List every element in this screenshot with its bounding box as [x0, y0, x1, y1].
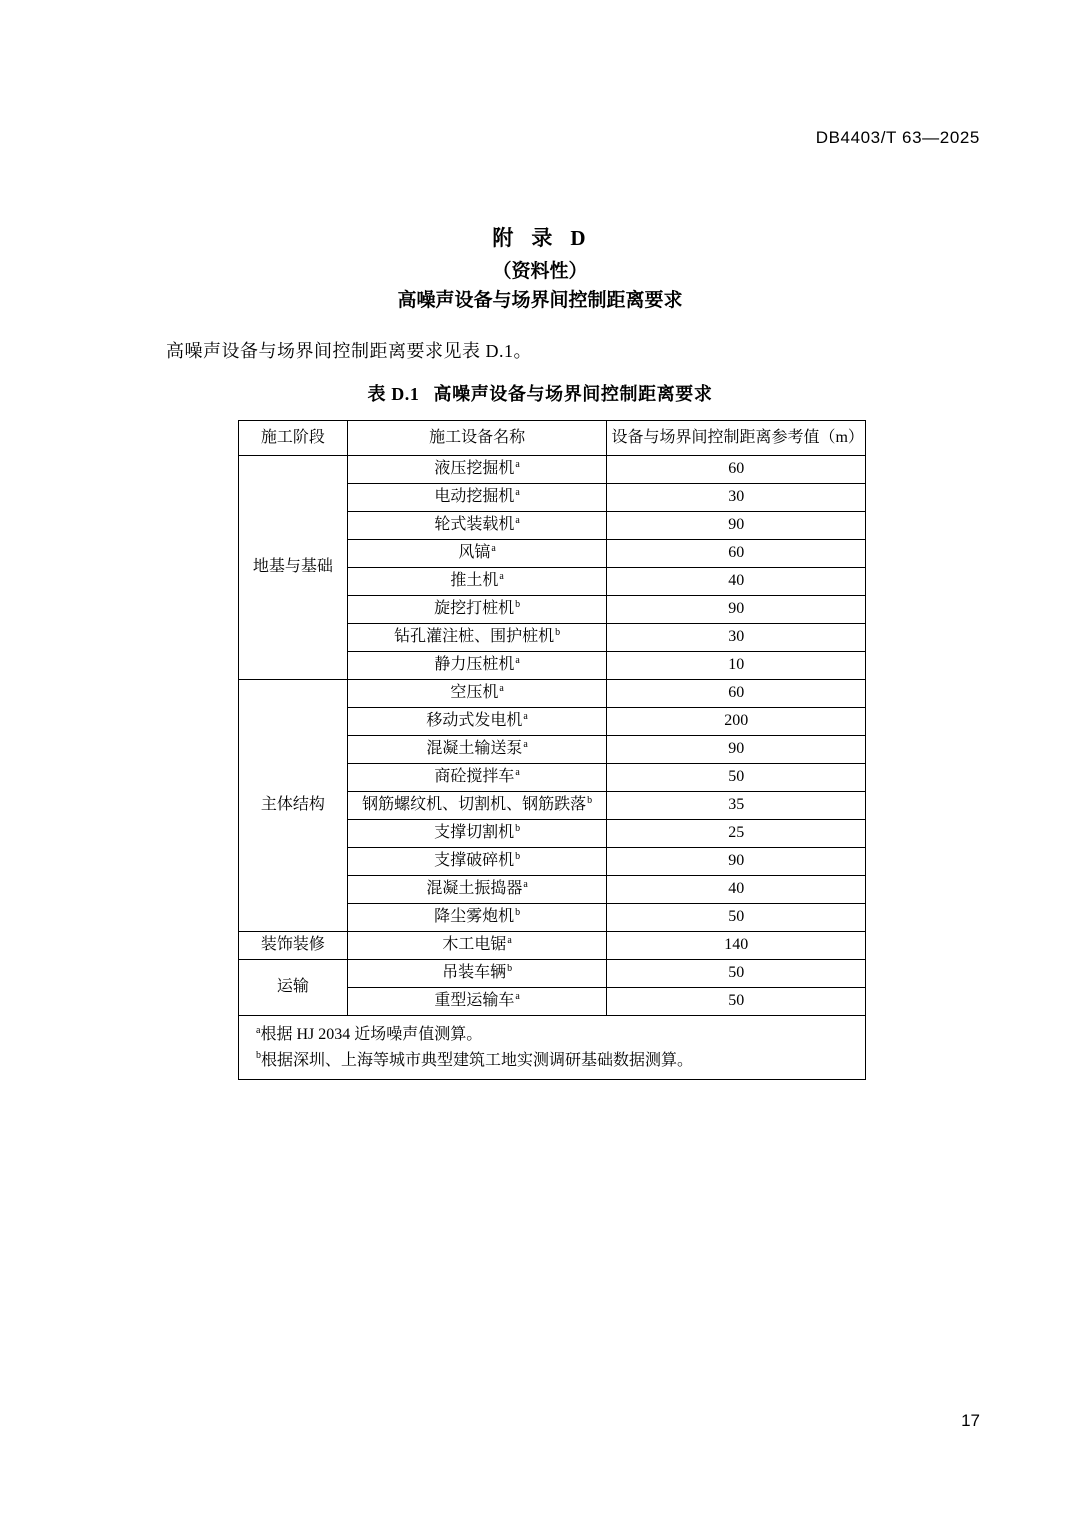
table-header-row [239, 421, 866, 456]
footnote-mark: a [523, 878, 528, 890]
page-header-standard-code: DB4403/T 63—2025 [815, 128, 980, 147]
equipment-label: 商砼搅拌车 [434, 768, 515, 786]
equipment-cell [347, 624, 607, 652]
equipment-label: 推土机 [450, 572, 499, 590]
header-equipment: 施工设备名称 [347, 421, 607, 456]
table-notes-row [239, 1016, 866, 1080]
equipment-cell [347, 904, 607, 932]
stage-cell: 主体结构 [239, 680, 348, 932]
equipment-cell [347, 652, 607, 680]
annex-type: （资料性） [492, 261, 588, 282]
stage-cell: 运输 [239, 960, 348, 1016]
value-cell: 90 [607, 596, 866, 624]
equipment-cell [347, 932, 607, 960]
footnote-mark: b [555, 626, 561, 638]
footnote-mark: a [515, 486, 520, 498]
equipment-cell [347, 988, 607, 1016]
equipment-label: 混凝土振捣器 [426, 880, 523, 898]
table-row [239, 960, 866, 988]
value-cell: 10 [607, 652, 866, 680]
equipment-label: 吊装车辆 [442, 964, 507, 982]
value-cell: 60 [607, 540, 866, 568]
equipment-cell [347, 512, 607, 540]
footnote-mark: b [515, 906, 521, 918]
annex-label-suffix: 录 [531, 226, 555, 250]
equipment-cell [347, 736, 607, 764]
footnote-mark: a [523, 738, 528, 750]
footnote-mark: a [515, 514, 520, 526]
value-cell: 60 [607, 456, 866, 484]
table-row [239, 932, 866, 960]
table-caption-text: 高噪声设备与场界间控制距离要求 [433, 384, 713, 404]
value-cell: 30 [607, 484, 866, 512]
equipment-label: 木工电锯 [442, 936, 507, 954]
table-row [239, 456, 866, 484]
equipment-cell [347, 680, 607, 708]
annex-name: 高噪声设备与场界间控制距离要求 [397, 290, 683, 311]
value-cell: 50 [607, 904, 866, 932]
value-cell: 50 [607, 988, 866, 1016]
value-cell: 60 [607, 680, 866, 708]
value-cell: 140 [607, 932, 866, 960]
value-cell: 90 [607, 736, 866, 764]
value-cell: 25 [607, 820, 866, 848]
lead-paragraph: 高噪声设备与场界间控制距离要求见表 D.1。 [166, 341, 532, 361]
footnote-mark: a [499, 682, 504, 694]
annex-title [0, 222, 1080, 252]
equipment-cell [347, 484, 607, 512]
stage-cell: 装饰装修 [239, 932, 348, 960]
footnote-mark: a [499, 570, 504, 582]
equipment-label: 电动挖掘机 [434, 488, 515, 506]
equipment-cell [347, 876, 607, 904]
table-note-a [255, 1022, 855, 1048]
equipment-label: 移动式发电机 [426, 712, 523, 730]
header-value: 设备与场界间控制距离参考值（m） [607, 421, 866, 456]
equipment-label: 支撑破碎机 [434, 852, 515, 870]
value-cell: 200 [607, 708, 866, 736]
equipment-cell [347, 820, 607, 848]
noise-distance-table [238, 420, 866, 1080]
annex-label-prefix: 附 [492, 226, 516, 250]
equipment-cell [347, 596, 607, 624]
equipment-label: 重型运输车 [434, 992, 515, 1010]
footnote-mark: a [515, 990, 520, 1002]
equipment-cell [347, 848, 607, 876]
value-cell: 40 [607, 568, 866, 596]
equipment-label: 混凝土输送泵 [426, 740, 523, 758]
equipment-cell [347, 568, 607, 596]
footnote-mark: a [256, 1024, 261, 1036]
table-caption [0, 380, 1080, 406]
equipment-label: 支撑切割机 [434, 824, 515, 842]
equipment-label: 轮式装载机 [434, 516, 515, 534]
table-row [239, 680, 866, 708]
value-cell: 90 [607, 512, 866, 540]
table-note-text: 根据 HJ 2034 近场噪声值测算。 [260, 1026, 483, 1043]
value-cell: 30 [607, 624, 866, 652]
equipment-cell [347, 456, 607, 484]
footnote-mark: a [491, 542, 496, 554]
footnote-mark: b [515, 598, 521, 610]
equipment-label: 风镐 [458, 544, 491, 562]
value-cell: 50 [607, 764, 866, 792]
value-cell: 90 [607, 848, 866, 876]
equipment-label: 液压挖掘机 [434, 460, 515, 478]
equipment-label: 钢筋螺纹机、切割机、钢筋跌落 [362, 796, 587, 814]
footnote-mark: a [515, 766, 520, 778]
stage-cell: 地基与基础 [239, 456, 348, 680]
page-number: 17 [961, 1411, 980, 1430]
equipment-label: 钻孔灌注桩、围护桩机 [394, 628, 555, 646]
table-notes [239, 1016, 866, 1080]
equipment-cell [347, 792, 607, 820]
equipment-label: 空压机 [450, 684, 499, 702]
equipment-cell [347, 960, 607, 988]
table-caption-number: 表 D.1 [367, 384, 420, 404]
equipment-cell [347, 708, 607, 736]
annex-letter: D [570, 226, 588, 250]
equipment-label: 旋挖打桩机 [434, 600, 515, 618]
footnote-mark: b [515, 822, 521, 834]
equipment-label: 降尘雾炮机 [434, 908, 515, 926]
header-stage: 施工阶段 [239, 421, 348, 456]
footnote-mark: a [515, 458, 520, 470]
footnote-mark: b [587, 794, 593, 806]
value-cell: 35 [607, 792, 866, 820]
footnote-mark: a [515, 654, 520, 666]
footnote-mark: a [523, 710, 528, 722]
table-note-text: 根据深圳、上海等城市典型建筑工地实测调研基础数据测算。 [261, 1051, 694, 1069]
footnote-mark: a [507, 934, 512, 946]
value-cell: 40 [607, 876, 866, 904]
footnote-mark: b [507, 962, 513, 974]
equipment-cell [347, 764, 607, 792]
footnote-mark: b [515, 850, 521, 862]
value-cell: 50 [607, 960, 866, 988]
equipment-cell [347, 540, 607, 568]
equipment-label: 静力压桩机 [434, 656, 515, 674]
footnote-mark: b [256, 1050, 261, 1062]
table-note-b [255, 1048, 855, 1074]
